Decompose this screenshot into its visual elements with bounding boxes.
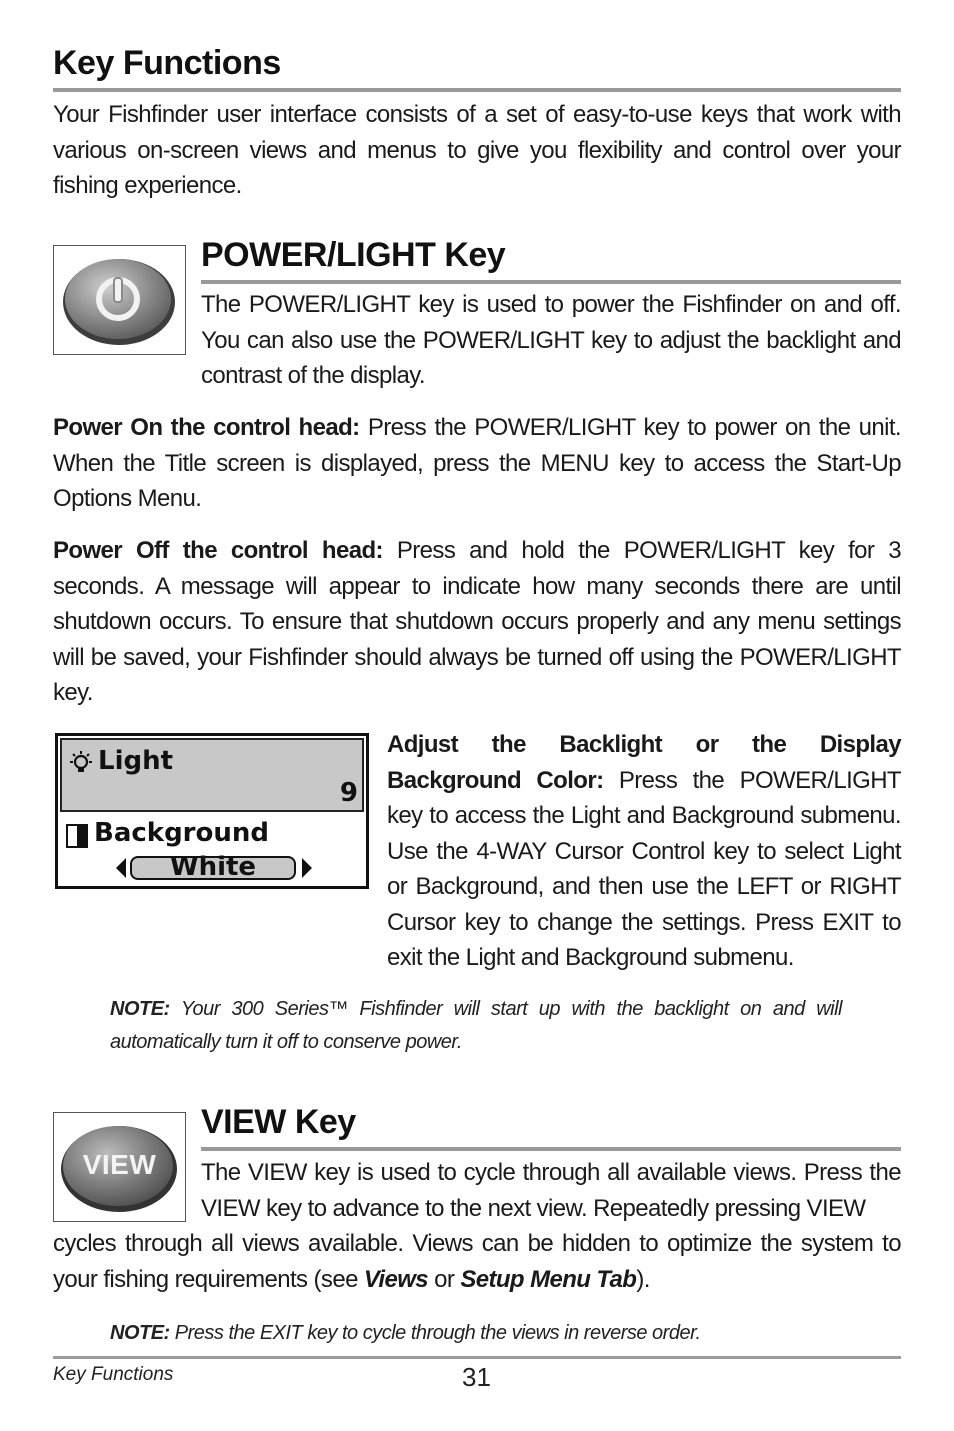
power-on-paragraph bbox=[53, 410, 901, 517]
adjust-backlight-label: Adjust the Backlight or the Display Background Color: bbox=[387, 731, 901, 794]
view-desc-text: cycles through all views available. Views can be hidden to optimize the system to your fishing requirements (see bbox=[53, 1230, 901, 1293]
note-label: NOTE: bbox=[110, 998, 170, 1020]
power-key-title: POWER/LIGHT Key bbox=[201, 236, 506, 274]
power-key-description: The POWER/LIGHT key is used to power the Fishfinder on and off. You can also use the POWER/LIGHT key to adjust the backlight and contrast of the display. bbox=[201, 291, 901, 389]
note-text: Your 300 Series™ Fishfinder will start up with the backlight on and will automatically turn it off to conserve power. bbox=[110, 998, 842, 1053]
power-on-text: Press the POWER/LIGHT key to power on the unit. When the Title screen is displayed, press the MENU key to access the Start-Up Options Menu. bbox=[53, 414, 902, 512]
arrow-left-icon bbox=[114, 857, 128, 879]
power-off-paragraph bbox=[53, 533, 901, 711]
power-off-text: Press and hold the POWER/LIGHT key for 3 seconds. A message will appear to indicate how many seconds there are until shutdown occurs. To ensure that shutdown occurs properly and any menu settings will be saved, your Fishfinder should always be turned off using the POWER/LIGHT key. bbox=[53, 537, 901, 706]
light-label: Light bbox=[98, 746, 174, 776]
light-background-submenu bbox=[55, 733, 369, 889]
view-title-rule bbox=[201, 1147, 901, 1151]
view-icon-label: VIEW bbox=[82, 1149, 157, 1180]
footer-rule bbox=[53, 1356, 901, 1359]
view-note-text: Press the EXIT key to cycle through the views in reverse order. bbox=[169, 1322, 701, 1344]
power-on-label: Power On the control head: bbox=[53, 414, 360, 441]
view-desc-close: ). bbox=[636, 1265, 650, 1293]
power-icon bbox=[54, 246, 185, 354]
view-key-description-cont bbox=[53, 1226, 901, 1297]
light-menu-item bbox=[60, 738, 364, 812]
power-off-label: Power Off the control head: bbox=[53, 537, 383, 564]
arrow-right-icon bbox=[300, 857, 314, 879]
view-note bbox=[110, 1317, 870, 1350]
view-key-description: The VIEW key is used to cycle through all available views. Press the VIEW key to advance to the next view. Repeatedly pressing VIEW bbox=[201, 1159, 901, 1222]
view-key-icon-box bbox=[53, 1112, 186, 1222]
light-bulb-icon bbox=[68, 750, 94, 776]
light-value: 9 bbox=[339, 778, 358, 808]
views-reference-link[interactable]: Views bbox=[363, 1265, 429, 1293]
background-menu-item bbox=[60, 814, 364, 884]
view-desc-or: or bbox=[428, 1265, 461, 1293]
power-key-icon-box bbox=[53, 245, 186, 355]
section-heading: Key Functions bbox=[53, 44, 281, 82]
background-label: Background bbox=[94, 818, 269, 848]
intro-paragraph: Your Fishfinder user interface consists of a set of easy-to-use keys that work with various on-screen views and menus to give you flexibility and control over your fishing experience. bbox=[53, 101, 901, 199]
view-key-title: VIEW Key bbox=[201, 1103, 356, 1141]
adjust-backlight-paragraph bbox=[387, 727, 901, 976]
footer-section-name: Key Functions bbox=[53, 1364, 174, 1385]
contrast-icon bbox=[66, 824, 88, 848]
page-number: 31 bbox=[462, 1362, 491, 1392]
setup-menu-tab-reference-link[interactable]: Setup Menu Tab bbox=[460, 1265, 637, 1293]
background-value: White bbox=[169, 852, 257, 882]
backlight-note bbox=[110, 993, 842, 1059]
power-title-rule bbox=[201, 280, 901, 284]
heading-rule bbox=[53, 88, 901, 92]
adjust-backlight-text: Press the POWER/LIGHT key to access the Light and Background submenu. Use the 4-WAY Cursor Control key to select Light or Background, and then use the LEFT or RIGHT Cursor key to change the settings. Press EXIT to exit the Light and Background submenu. bbox=[387, 766, 901, 971]
view-note-label: NOTE: bbox=[110, 1322, 170, 1344]
